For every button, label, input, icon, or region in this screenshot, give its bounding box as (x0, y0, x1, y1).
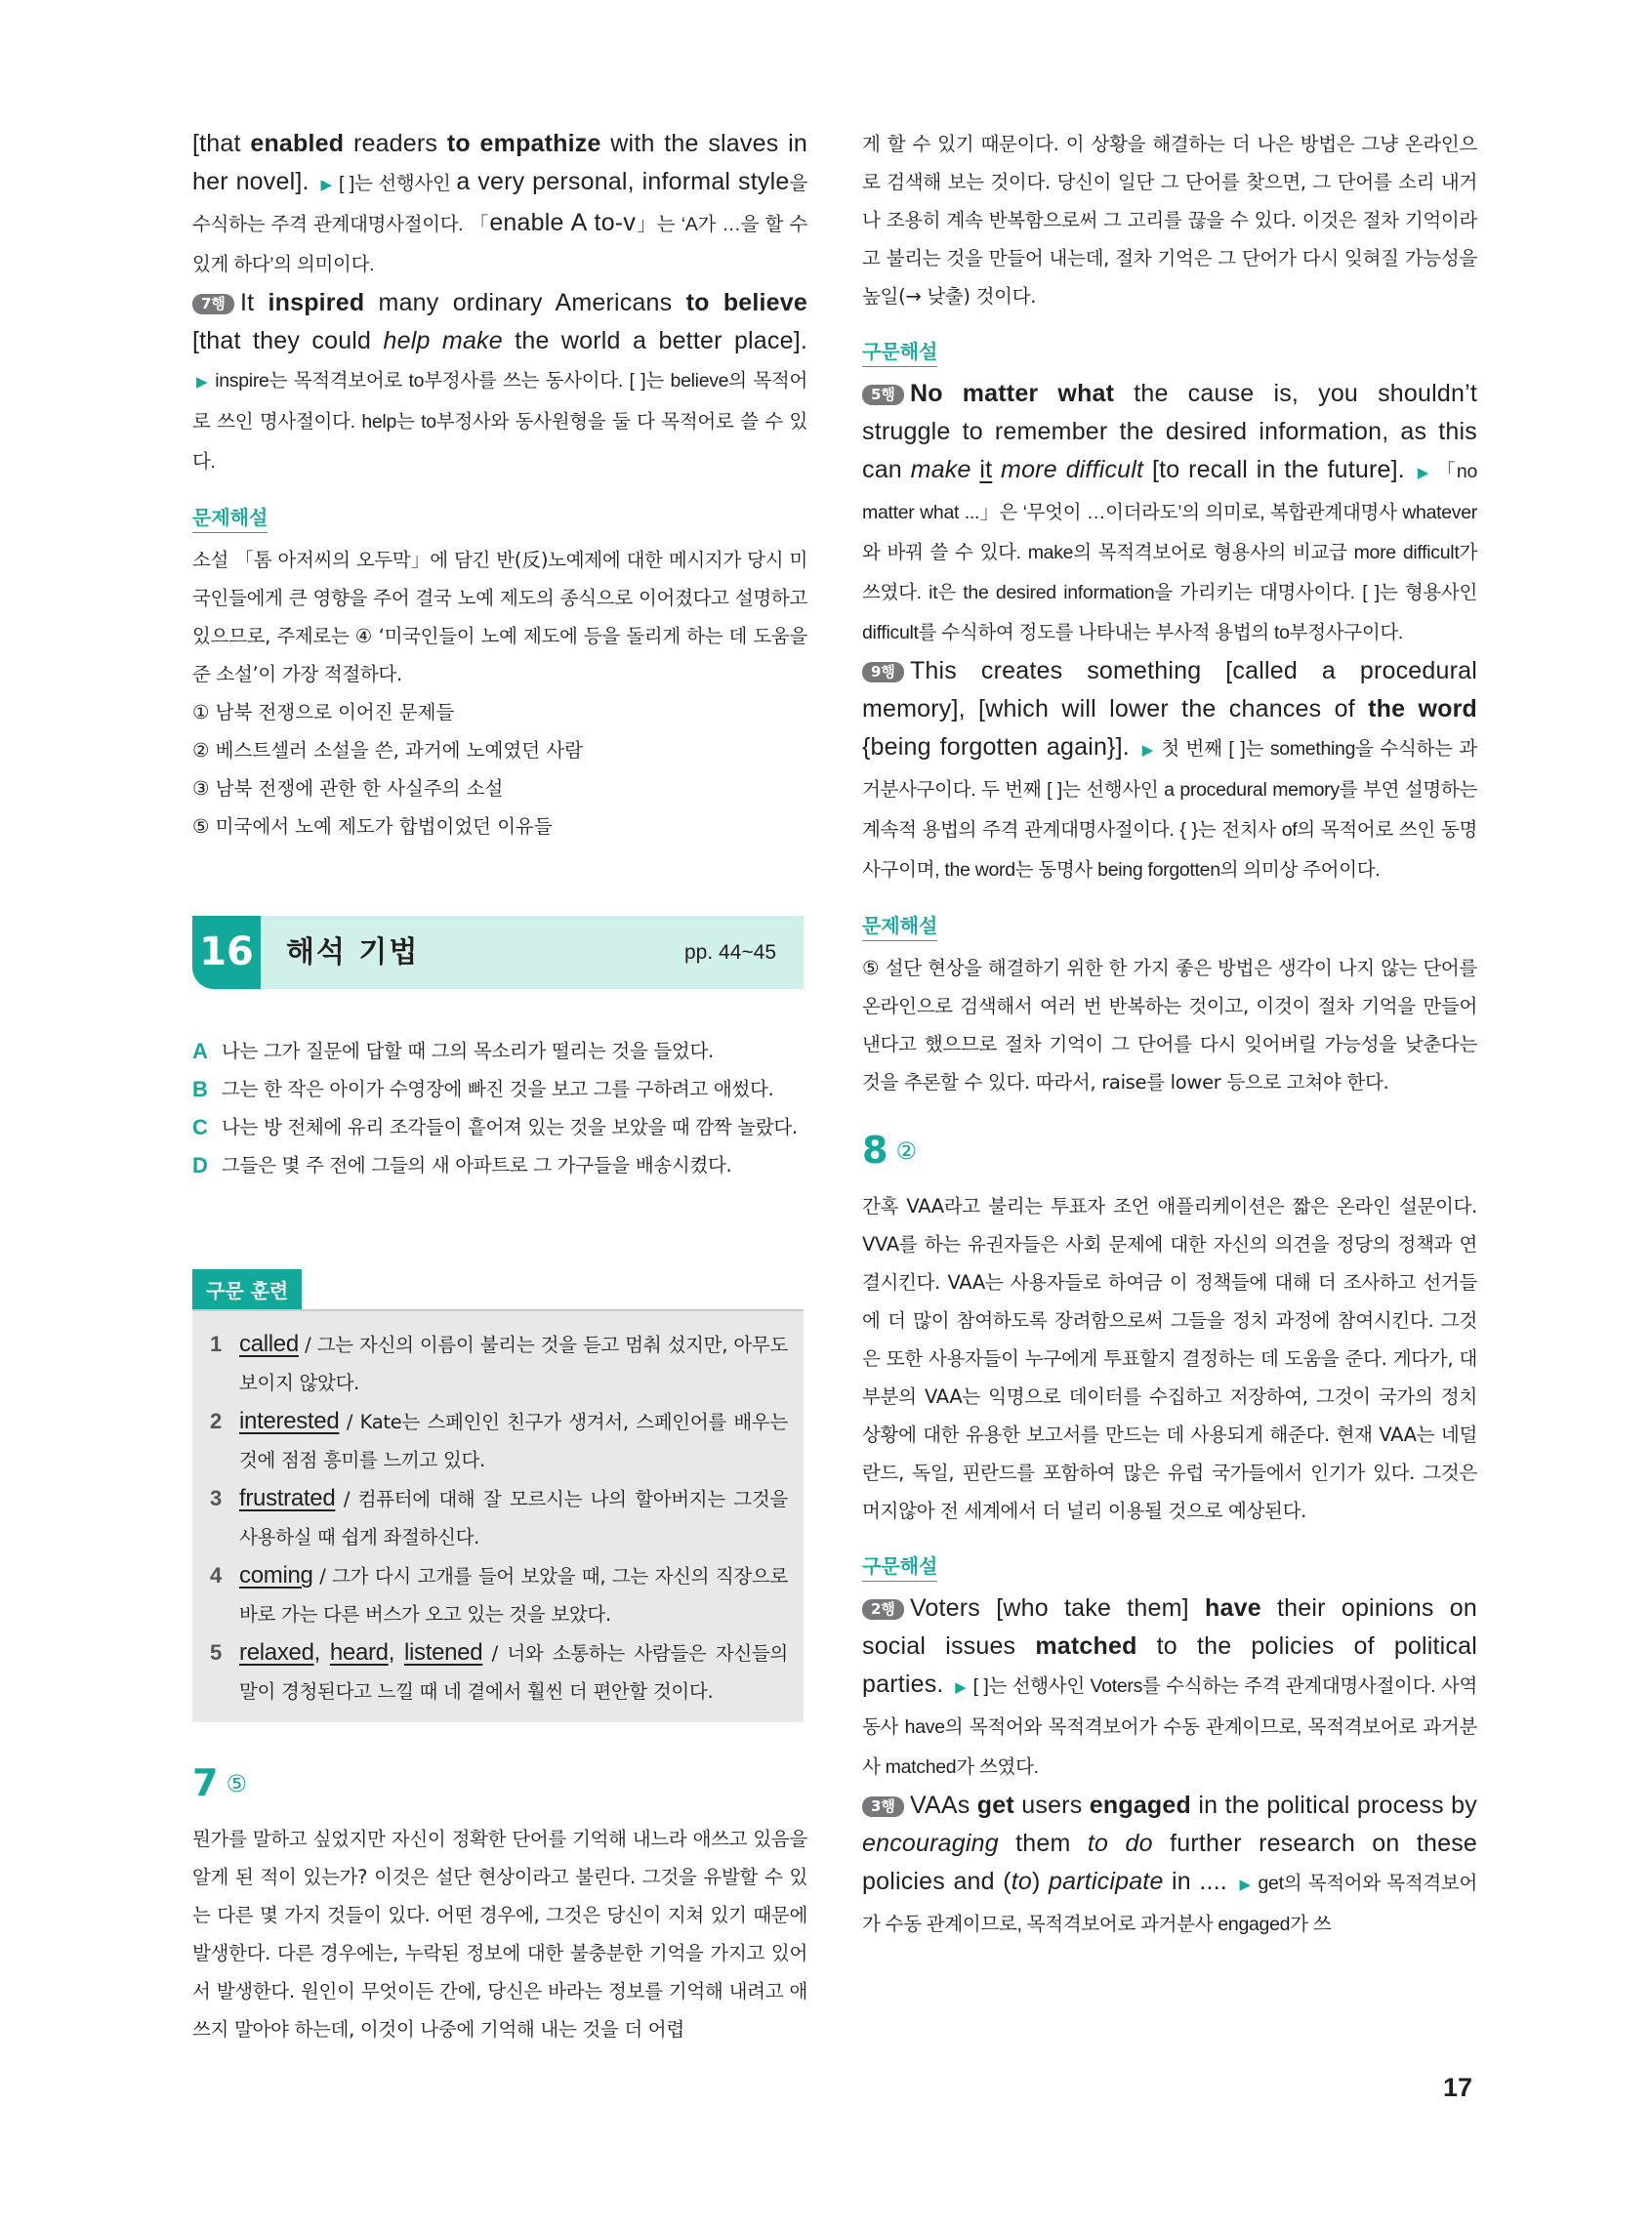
separator: / (482, 1642, 508, 1665)
answer-word: called (239, 1331, 299, 1357)
text-span: It (239, 289, 268, 316)
option-list (192, 693, 807, 846)
line-badge: 7행 (192, 294, 234, 314)
text-span: This creates something [called a procedural memory], [which will lower the chances of (862, 657, 1477, 722)
section-number: 7 (192, 1761, 219, 1804)
text-span: a very personal, informal style (456, 168, 790, 195)
item-number: 1 (210, 1332, 222, 1356)
section-number: 8 (862, 1129, 888, 1172)
training-item (210, 1402, 788, 1479)
item-letter: D (192, 1153, 208, 1177)
translation-item (192, 1070, 807, 1108)
text-span: many ordinary Americans (364, 289, 686, 316)
option-item: ① 남북 전쟁으로 이어진 문제들 (192, 701, 455, 723)
line-badge: 2행 (862, 1599, 904, 1620)
syntax-training-tag: 구문 훈련 (192, 1269, 302, 1309)
text-span: [ ]는 선행사인 Voters를 수식하는 주격 관계대명사절이다. 사역동사 have의 목적어와 목적격보어가 수동 관계이므로, 목적격보어로 과거분사 matched가 쓰였다. (862, 1675, 1477, 1778)
text-span: with the slaves in her novel]. (192, 130, 807, 195)
option-item: ③ 남북 전쟁에 관한 한 사실주의 소설 (192, 777, 504, 800)
page-range: pp. 44~45 (683, 941, 776, 964)
text-span: the world a better place]. (502, 327, 807, 354)
section-7 (192, 1759, 807, 2048)
text-span: further research on these policies and ( (862, 1830, 1478, 1895)
section-heading: 구문해설 (862, 1551, 937, 1582)
italic-span: encouraging (862, 1830, 999, 1857)
syntax-training-box (192, 1309, 804, 1722)
line-badge: 9행 (862, 662, 904, 682)
syntax-note-9 (862, 652, 1477, 889)
triangle-right-icon: ▶ (196, 374, 210, 391)
separator: / (339, 1411, 360, 1433)
right-column (862, 125, 1477, 1944)
italic-span: to do (1087, 1830, 1153, 1857)
italic-span: to (1011, 1868, 1033, 1895)
bold-span: engaged (1089, 1792, 1191, 1819)
text-span: to the policies of political parties. (862, 1632, 1477, 1698)
item-text: 그들은 몇 주 전에 그들의 새 아파트로 그 가구들을 배송시켰다. (222, 1154, 732, 1176)
text-span: inspire는 목적격보어로 to부정사를 쓰는 동사이다. [ ]는 believe의 목적어로 쓰인 명사절이다. help는 to부정사와 동사원형을 둘 다 목적어로 쓸 수 있다. (192, 370, 807, 473)
item-letter: A (192, 1039, 208, 1063)
syntax-training (192, 1269, 804, 1722)
underlined-span: it (979, 456, 993, 483)
text-span: Voters [who take them] (909, 1594, 1206, 1622)
left-column (192, 125, 807, 846)
translation-item (192, 1032, 807, 1070)
item-text: 그는 한 작은 아이가 수영장에 빠진 것을 보고 그를 구하려고 애썼다. (222, 1078, 774, 1100)
syntax-note-5 (862, 375, 1477, 652)
answer-word: interested (239, 1408, 340, 1434)
bold-span: enabled (250, 130, 345, 157)
item-text: 너와 소통하는 사람들은 자신들의 말이 경청된다고 느낄 때 네 곁에서 훨씬 더 편안할 것이다. (239, 1642, 788, 1703)
training-item (210, 1633, 788, 1711)
line-badge: 3행 (862, 1796, 904, 1817)
item-text: 그는 자신의 이름이 불리는 것을 듣고 멈춰 섰지만, 아무도 보이지 않았다. (239, 1334, 788, 1394)
solution-text: ⑤ 설단 현상을 해결하기 위한 한 가지 좋은 방법은 생각이 나지 않는 단어를 온라인으로 검색해서 여러 번 반복하는 것이고, 이것이 절차 기억을 만들어 낸다고 했으므로 절차 기억이 그 단어를 다시 잊어버릴 가능성을 낮춘다는 것을 추론할 수 있다. 따라서, raise를 lower 등으로 고쳐야 한다. (862, 957, 1477, 1094)
section-8-heading (862, 1127, 1477, 1181)
text-span: get의 목적어와 목적격보어가 수동 관계이므로, 목적격보어로 과거분사 engaged가 쓰 (862, 1873, 1477, 1935)
translation-list (192, 1032, 807, 1184)
training-item (210, 1325, 788, 1402)
translation-item (192, 1146, 807, 1184)
bold-span: to believe (685, 289, 807, 316)
translation-text: 뭔가를 말하고 싶었지만 자신이 정확한 단어를 기억해 내느라 애쓰고 있음을 알게 된 적이 있는가? 이것은 설단 현상이라고 불린다. 그것을 유발할 수 있는 다른 몇 가지 것들이 있다. 어떤 경우에, 그것은 당신이 지쳐 있기 때문에 발생한다. 다른 경우에는, 누락된 정보에 대한 불충분한 기억을 가지고 있어서 발생한다. 원인이 무엇이든 간에, 당신은 바라는 정보를 기억해 내려고 애쓰지 말아야 하는데, 이것이 나중에 기억해 내는 것을 더 어렵 (192, 1828, 807, 2041)
item-text: 나는 그가 질문에 답할 때 그의 목소리가 떨리는 것을 들었다. (222, 1040, 714, 1062)
bold-span: inspired (268, 289, 365, 316)
text-span: [that (192, 130, 251, 157)
text-span: them (998, 1830, 1088, 1857)
bold-span: to empathize (446, 130, 601, 157)
translation-item (192, 1108, 807, 1146)
bold-span: have (1205, 1594, 1261, 1622)
answer-word: listened (403, 1639, 483, 1666)
text-span: in .... (1163, 1868, 1236, 1895)
text-span: [that they could (192, 327, 384, 354)
text-span: 을 수식하는 주격 관계대명사절이다. 「 (192, 173, 807, 235)
item-number: 5 (210, 1640, 222, 1665)
training-item (210, 1556, 788, 1633)
triangle-right-icon: ▶ (1239, 1877, 1253, 1893)
triangle-right-icon: ▶ (955, 1679, 968, 1696)
text-span: [ ]는 선행사인 (338, 173, 457, 194)
syntax-note-2 (862, 1589, 1477, 1787)
left-syntax-note-1 (192, 125, 807, 284)
italic-span: help make (383, 327, 503, 354)
section-heading: 문제해설 (192, 503, 268, 533)
italic-span: more difficult (1001, 456, 1144, 483)
translation-continued: 게 할 수 있기 때문이다. 이 상황을 해결하는 더 나은 방법은 그냥 온라인으로 검색해 보는 것이다. 당신이 일단 그 단어를 찾으면, 그 단어를 소리 내거나 조용히 계속 반복함으로써 그 고리를 끊을 수 있다. 이것은 절차 기억이라고 불리는 것을 만들어 내는데, 절차 기억은 그 단어가 다시 잊혀질 가능성을 높일(→ 낮출) 것이다. (862, 133, 1477, 308)
answer-word: coming (239, 1562, 313, 1589)
section-heading: 구문해설 (862, 337, 937, 367)
text-span: ) (1032, 1868, 1050, 1895)
text-span: VAAs (909, 1792, 977, 1819)
bold-span: the word (1368, 695, 1477, 722)
text-span: 「no matter what ...」은 ‘무엇이 …이더라도’의 의미로, 복합관계대명사 whatever와 바꿔 쓸 수 있다. make의 목적격보어로 형용사의 비교급 more difficult가 쓰였다. it은 the desired information을 가리키는 대명사이다. [ ]는 형용사인 difficult를 수식하여 정도를 나타내는 부사적 용법의 to부정사구이다. (862, 461, 1477, 643)
bold-span: get (976, 1792, 1014, 1819)
text-span: 」는 ‘A가 …을 할 수 있게 하다’의 의미이다. (192, 214, 807, 275)
item-text: 그가 다시 고개를 들어 보았을 때, 그는 자신의 직장으로 바로 가는 다른 버스가 오고 있는 것을 보았다. (239, 1565, 788, 1626)
training-item (210, 1479, 788, 1556)
separator: , (388, 1639, 404, 1666)
line-badge: 5행 (862, 385, 904, 405)
answer-word: relaxed (239, 1639, 314, 1666)
text-span: 첫 번째 [ ]는 something을 수식하는 과거분사구이다. 두 번째 [ ]는 선행사인 a procedural memory를 부연 설명하는 계속적 용법의 주격 관계대명사절이다. { }는 전치사 of의 목적어로 쓰인 동명사구이며, the word는 동명사 being forgotten의 의미상 주어이다. (862, 738, 1477, 881)
separator: , (313, 1639, 330, 1666)
answer-word: heard (329, 1639, 389, 1666)
triangle-right-icon: ▶ (1417, 465, 1431, 481)
item-number: 4 (210, 1563, 222, 1588)
answer-mark: ⑤ (226, 1770, 247, 1797)
italic-span: make (910, 456, 971, 483)
item-text: Kate는 스페인인 친구가 생겨서, 스페인어를 배우는 것에 점점 흥미를 느끼고 있다. (239, 1411, 788, 1471)
item-text: 나는 방 전체에 유리 조각들이 흩어져 있는 것을 보았을 때 깜짝 놀랐다. (222, 1116, 798, 1138)
answer-word: frustrated (239, 1485, 336, 1511)
text-span: [to recall in the future]. (1143, 456, 1414, 483)
text-span: their opinions on social issues (862, 1594, 1477, 1660)
triangle-right-icon: ▶ (1141, 742, 1156, 759)
text-span: in the political process by (1190, 1792, 1477, 1819)
section-7-heading (192, 1759, 807, 1814)
syntax-note-3 (862, 1787, 1477, 1944)
item-letter: B (192, 1077, 208, 1101)
page-number: 17 (1443, 2073, 1473, 2102)
left-syntax-note-2 (192, 284, 807, 481)
text-span: readers (344, 130, 447, 157)
text-span (992, 456, 1001, 483)
translation-text: 간혹 VAA라고 불리는 투표자 조언 애플리케이션은 짧은 온라인 설문이다. VVA를 하는 유권자들은 사회 문제에 대한 자신의 의견을 정당의 정책과 연결시킨다. VAA는 사용자들로 하여금 이 정책들에 대해 더 조사하고 선거들에 더 많이 참여하도록 장려함으로써 그들을 정치 과정에 참여시킨다. 그것은 또한 사용자들이 누구에게 투표할지 결정하는 데 도움을 준다. 게다가, 대부분의 VAA는 익명으로 데이터를 수집하고 저장하여, 그것이 국가의 정치 상황에 대한 유용한 보고서를 만드는 데 사용되게 해준다. 현재 VAA는 네덜란드, 독일, 핀란드를 포함하여 많은 유럽 국가들에서 인기가 있다. 그것은 머지않아 전 세계에서 더 널리 이용될 것으로 예상된다. (862, 1195, 1477, 1522)
answer-mark: ② (895, 1137, 917, 1165)
separator: / (298, 1334, 317, 1356)
text-span: users (1013, 1792, 1090, 1819)
bold-span: matched (1035, 1632, 1137, 1660)
option-item: ⑤ 미국에서 노예 제도가 합법이었던 이유들 (192, 815, 553, 838)
item-text: 컴퓨터에 대해 잘 모르시는 나의 할아버지는 그것을 사용하실 때 쉽게 좌절하신다. (239, 1488, 789, 1548)
item-letter: C (192, 1115, 208, 1139)
section-16-header (192, 916, 804, 989)
item-number: 2 (210, 1409, 222, 1433)
text-span: enable A to-v (489, 209, 637, 236)
section-title: 해석 기법 (286, 935, 420, 970)
bold-span: No matter what (909, 380, 1115, 407)
section-heading: 문제해설 (862, 911, 937, 941)
separator: / (312, 1565, 333, 1588)
solution-text: 소설 「톰 아저씨의 오두막」에 담긴 반(反)노예제에 대한 메시지가 당시 미국인들에게 큰 영향을 주어 결국 노예 제도의 종식으로 이어졌다고 설명하고 있으므로, 주제로는 ④ ‘미국인들이 노예 제도에 등을 돌리게 하는 데 도움을 준 소설’이 가장 적절하다. (192, 549, 807, 685)
italic-span: participate (1049, 1868, 1164, 1895)
text-span: the cause is, you shouldn’t struggle to remember the desired information, as this can (862, 380, 1477, 483)
triangle-right-icon: ▶ (320, 177, 333, 193)
option-item: ② 베스트셀러 소설을 쓴, 과거에 노예였던 사람 (192, 739, 583, 762)
text-span: {being forgotten again}]. (862, 733, 1138, 761)
section-number: 16 (192, 916, 261, 989)
separator: / (335, 1488, 358, 1510)
item-number: 3 (210, 1486, 222, 1510)
